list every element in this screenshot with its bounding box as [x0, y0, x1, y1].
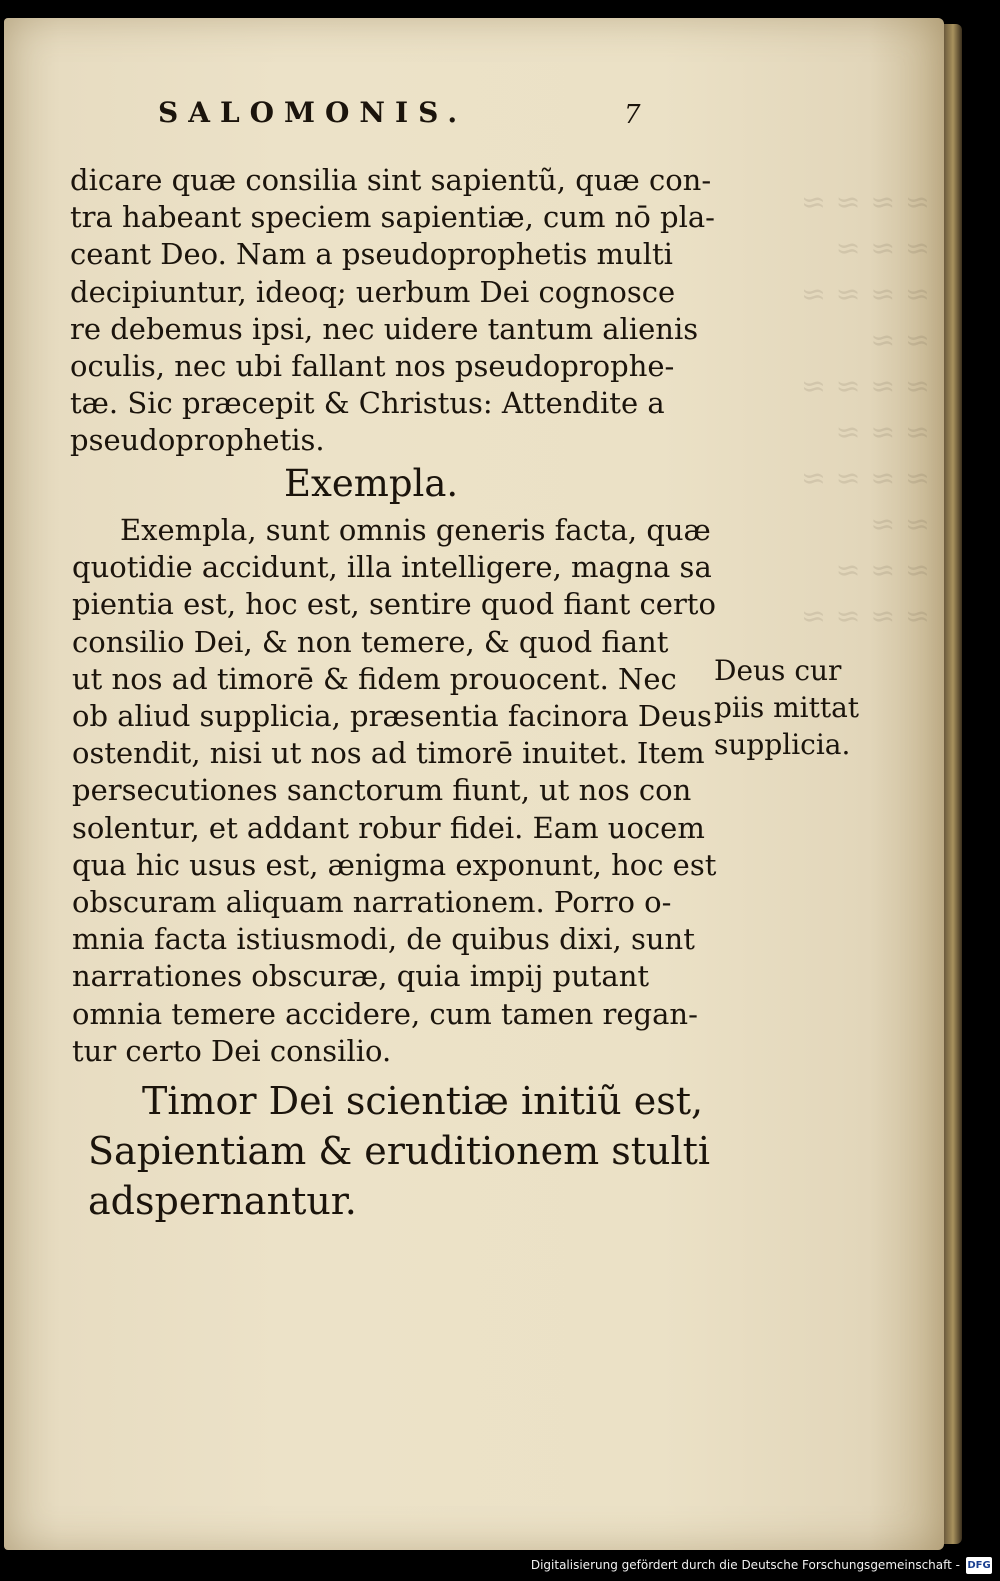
- text-line: pientia est, hoc est, sentire quod fiant certo: [72, 587, 716, 622]
- page-number: 7: [624, 100, 641, 130]
- footer-bar: [0, 1554, 1000, 1581]
- dfg-logo: [966, 1557, 992, 1574]
- text-line: ob aliud supplicia, præsentia facinora Deus: [72, 699, 712, 734]
- verse-line: Timor Dei scientiæ initiũ est,: [142, 1079, 704, 1123]
- verse-line: Sapientiam & eruditionem stulti: [88, 1129, 711, 1173]
- marginal-note-line: supplicia.: [714, 728, 851, 761]
- text-line: tur certo Dei consilio.: [72, 1033, 392, 1068]
- text-line: oculis, nec ubi fallant nos pseudoprophe-: [70, 349, 675, 384]
- marginal-note-line: piis mittat: [714, 691, 860, 724]
- verse-quotation: [88, 1076, 728, 1226]
- show-through-texture: ≈ ≈ ≈ ≈ ≈ ≈ ≈ ≈ ≈ ≈ ≈ ≈ ≈ ≈ ≈ ≈ ≈ ≈ ≈ ≈ ≈ ≈ ≈ ≈ ≈ ≈ ≈ ≈ ≈ ≈ ≈ ≈ ≈: [800, 185, 930, 634]
- dfg-logo-text: DFG: [967, 1560, 991, 1571]
- text-line: narrationes obscuræ, quia impij putant: [72, 959, 650, 994]
- text-line: omnia temere accidere, cum tamen regan-: [72, 996, 698, 1031]
- marginal-note: [714, 652, 874, 763]
- text-line: persecutiones sanctorum fiunt, ut nos con: [72, 773, 692, 808]
- page-edge: [944, 24, 962, 1544]
- text-line: consilio Dei, & non temere, & quod fiant: [72, 624, 669, 659]
- text-line: re debemus ipsi, nec uidere tantum alienis: [70, 311, 699, 346]
- verse-line: adspernantur.: [88, 1179, 357, 1223]
- text-line: dicare quæ consilia sint sapientũ, quæ con-: [70, 163, 712, 197]
- text-line: ut nos ad timorē & fidem prouocent. Nec: [72, 661, 677, 696]
- text-line: pseudoprophetis.: [70, 423, 325, 458]
- funding-credit: Digitalisierung gefördert durch die Deutsche Forschungsgemeinschaft -: [530, 1558, 960, 1572]
- text-line: Exempla, sunt omnis generis facta, quæ: [120, 513, 711, 547]
- text-block-main: [72, 512, 717, 1070]
- text-line: qua hic usus est, ænigma exponunt, hoc est: [72, 847, 717, 882]
- text-line: ceant Deo. Nam a pseudoprophetis multi: [70, 237, 673, 272]
- text-line: quotidie accidunt, illa intelligere, magna sa: [72, 550, 712, 585]
- text-line: decipiuntur, ideoq; uerbum Dei cognosce: [70, 274, 676, 309]
- text-line: mnia facta istiusmodi, de quibus dixi, sunt: [72, 922, 695, 957]
- running-head: SALOMONIS.: [158, 96, 468, 129]
- text-line: tra habeant speciem sapientiæ, cum nō pla-: [70, 200, 715, 235]
- section-heading: Exempla.: [284, 462, 459, 505]
- text-line: tæ. Sic præcepit & Christus: Attendite a: [70, 386, 665, 421]
- text-line: solentur, et addant robur fidei. Eam uocem: [72, 810, 705, 845]
- text-line: ostendit, nisi ut nos ad timorē inuitet. Item: [72, 736, 705, 771]
- text-block-top: [70, 162, 715, 460]
- marginal-note-line: Deus cur: [714, 654, 842, 687]
- text-line: obscuram aliquam narrationem. Porro o-: [72, 885, 672, 920]
